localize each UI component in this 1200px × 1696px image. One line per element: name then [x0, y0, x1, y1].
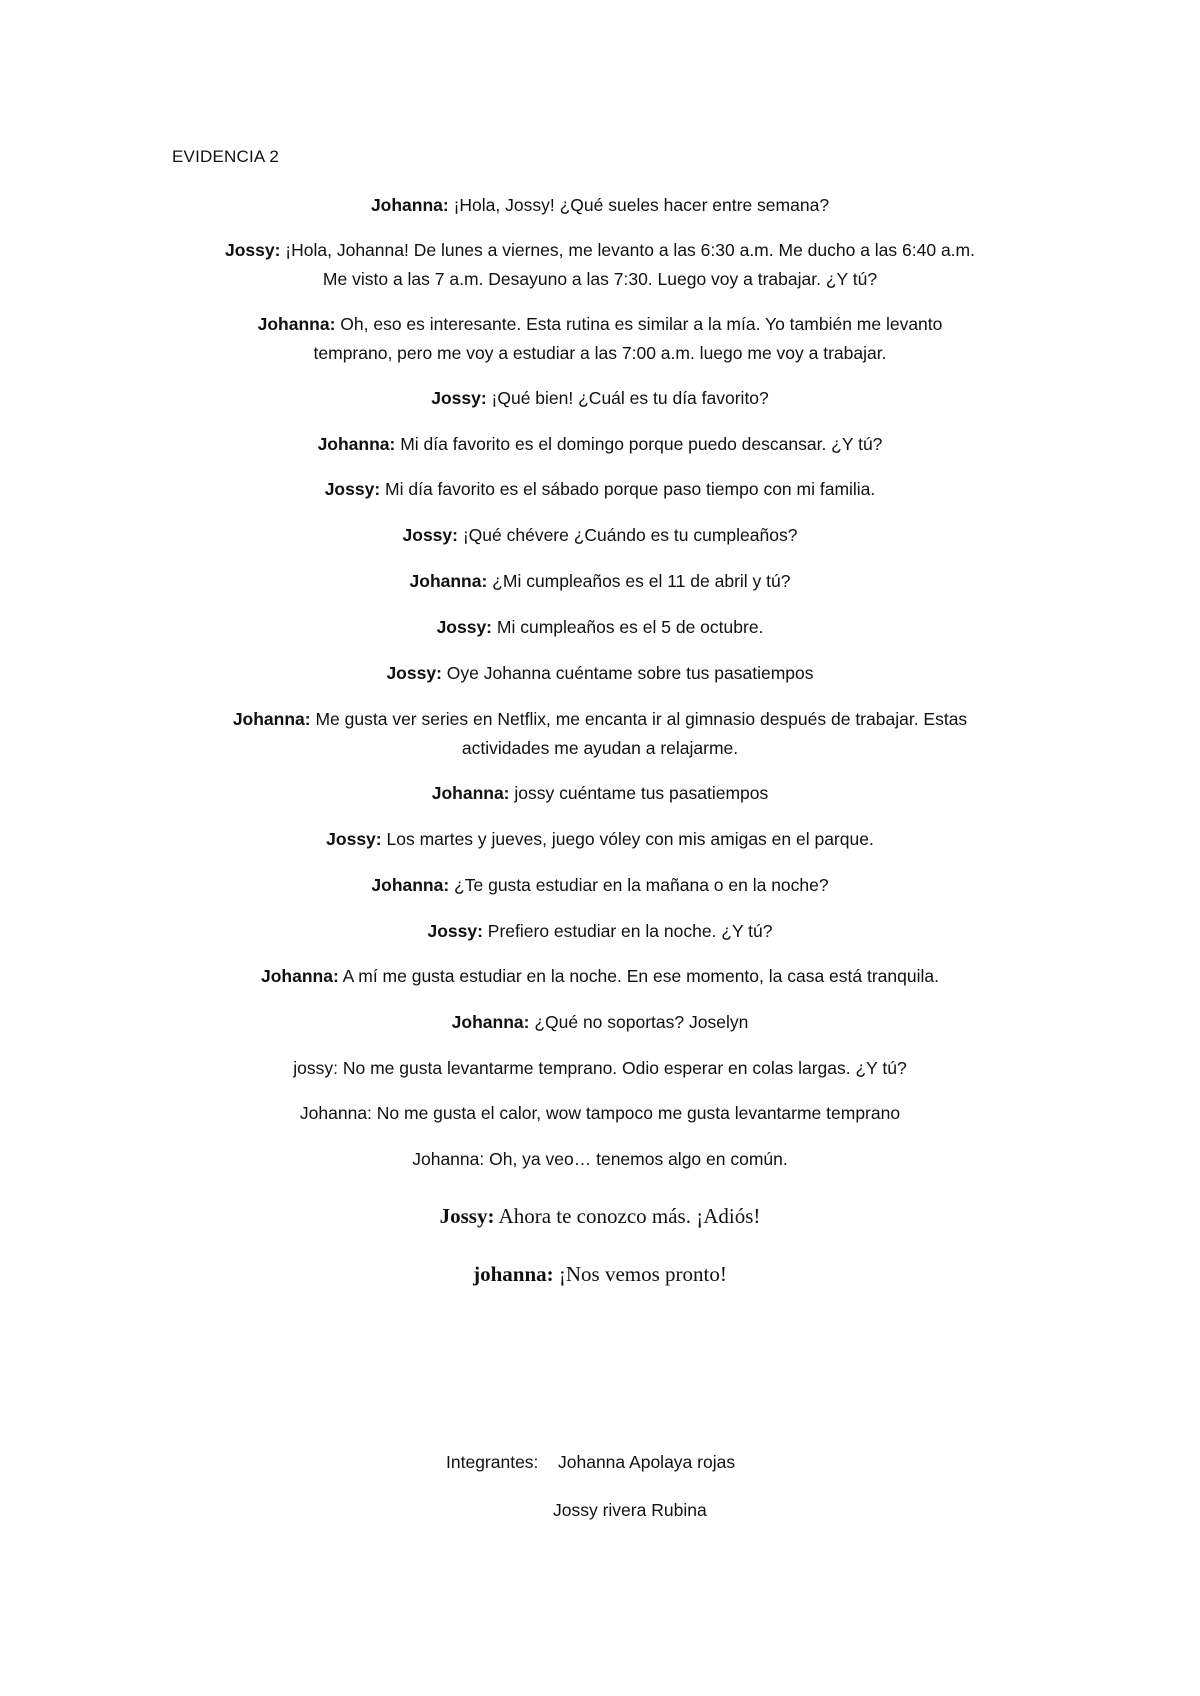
- speaker-name: Johanna:: [370, 195, 449, 215]
- dialogue-line: [150, 779, 1050, 808]
- line-text-continued: temprano, pero me voy a estudiar a las 7:00 a.m. luego me voy a trabajar.: [313, 343, 887, 363]
- member-name: Johanna Apolaya rojas: [558, 1452, 736, 1472]
- member-name: Jossy rivera Rubina: [553, 1500, 707, 1520]
- dialogue-line: [150, 1099, 1050, 1128]
- line-text: jossy cuéntame tus pasatiempos: [509, 783, 769, 803]
- speaker-name: Jossy:: [436, 617, 493, 637]
- line-text: ¿Mi cumpleaños es el 11 de abril y tú?: [487, 571, 791, 591]
- document-title: EVIDENCIA 2: [172, 147, 280, 166]
- speaker-name: Johanna:: [371, 875, 450, 895]
- line-text: ¡Hola, Jossy! ¿Qué sueles hacer entre semana?: [448, 195, 830, 215]
- line-text: ¡Qué chévere ¿Cuándo es tu cumpleaños?: [457, 525, 798, 545]
- dialogue-line: [150, 962, 1050, 991]
- speaker-name: Jossy:: [324, 479, 381, 499]
- speaker-name: Johanna:: [409, 571, 488, 591]
- speaker-name: Johanna:: [451, 1012, 530, 1032]
- line-text: A mí me gusta estudiar en la noche. En ese momento, la casa está tranquila.: [338, 966, 939, 986]
- line-text: Mi día favorito es el sábado porque paso tiempo con mi familia.: [380, 479, 876, 499]
- dialogue-line: [150, 236, 1050, 294]
- line-text: Oye Johanna cuéntame sobre tus pasatiempos: [441, 663, 814, 683]
- dialogue-line: [150, 310, 1050, 368]
- dialogue-line: [150, 1145, 1050, 1174]
- dialogue-line: [150, 430, 1050, 459]
- dialogue-line: [150, 1259, 1050, 1289]
- line-text-continued: actividades me ayudan a relajarme.: [461, 738, 739, 758]
- line-text: ¿Te gusta estudiar en la mañana o en la noche?: [449, 875, 829, 895]
- dialogue-line: [150, 475, 1050, 504]
- line-text: jossy: No me gusta levantarme temprano. Odio esperar en colas largas. ¿Y tú?: [293, 1058, 907, 1078]
- dialogue-line: [150, 917, 1050, 946]
- speaker-name: Jossy:: [439, 1204, 495, 1228]
- speaker-name: johanna:: [473, 1262, 554, 1286]
- speaker-name: Jossy:: [386, 663, 442, 683]
- speaker-name: Johanna:: [232, 709, 311, 729]
- dialogue-line: [150, 1201, 1050, 1231]
- speaker-name: Jossy:: [402, 525, 458, 545]
- dialogue-line: [150, 191, 1050, 220]
- dialogue-line: [150, 871, 1050, 900]
- dialogue-line: [150, 705, 1050, 763]
- dialogue-line: [150, 825, 1050, 854]
- line-text: Mi cumpleaños es el 5 de octubre.: [492, 617, 764, 637]
- line-text: Prefiero estudiar en la noche. ¿Y tú?: [482, 921, 773, 941]
- dialogue-line: [150, 613, 1050, 642]
- speaker-name: Jossy:: [326, 829, 382, 849]
- dialogue-line: [150, 384, 1050, 413]
- members-label: Integrantes:: [446, 1452, 539, 1472]
- line-text: Los martes y jueves, juego vóley con mis amigas en el parque.: [381, 829, 874, 849]
- dialogue-line: [150, 659, 1050, 688]
- line-text: ¡Nos vemos pronto!: [553, 1262, 727, 1286]
- line-text: ¡Qué bien! ¿Cuál es tu día favorito?: [486, 388, 769, 408]
- speaker-name: Jossy:: [224, 240, 281, 260]
- line-text: ¡Hola, Johanna! De lunes a viernes, me levanto a las 6:30 a.m. Me ducho a las 6:40 a.m.: [280, 240, 975, 260]
- line-text-continued: Me visto a las 7 a.m. Desayuno a las 7:30. Luego voy a trabajar. ¿Y tú?: [322, 269, 878, 289]
- line-text: Me gusta ver series en Netflix, me encanta ir al gimnasio después de trabajar. Estas: [310, 709, 968, 729]
- speaker-name: Johanna:: [317, 434, 396, 454]
- line-text: Mi día favorito es el domingo porque puedo descansar. ¿Y tú?: [395, 434, 883, 454]
- speaker-name: Johanna:: [260, 966, 339, 986]
- dialogue-line: [150, 1054, 1050, 1083]
- dialogue-line: [150, 521, 1050, 550]
- speaker-name: Johanna:: [257, 314, 336, 334]
- line-text: Johanna: No me gusta el calor, wow tampoco me gusta levantarme temprano: [299, 1103, 901, 1123]
- speaker-name: Johanna:: [431, 783, 510, 803]
- speaker-name: Jossy:: [431, 388, 487, 408]
- line-text: Johanna: Oh, ya veo… tenemos algo en común.: [412, 1149, 788, 1169]
- dialogue-line: [150, 567, 1050, 596]
- line-text: Ahora te conozco más. ¡Adiós!: [494, 1204, 761, 1228]
- line-text: ¿Qué no soportas? Joselyn: [529, 1012, 749, 1032]
- line-text: Oh, eso es interesante. Esta rutina es similar a la mía. Yo también me levanto: [335, 314, 943, 334]
- dialogue-line: [150, 1008, 1050, 1037]
- speaker-name: Jossy:: [427, 921, 483, 941]
